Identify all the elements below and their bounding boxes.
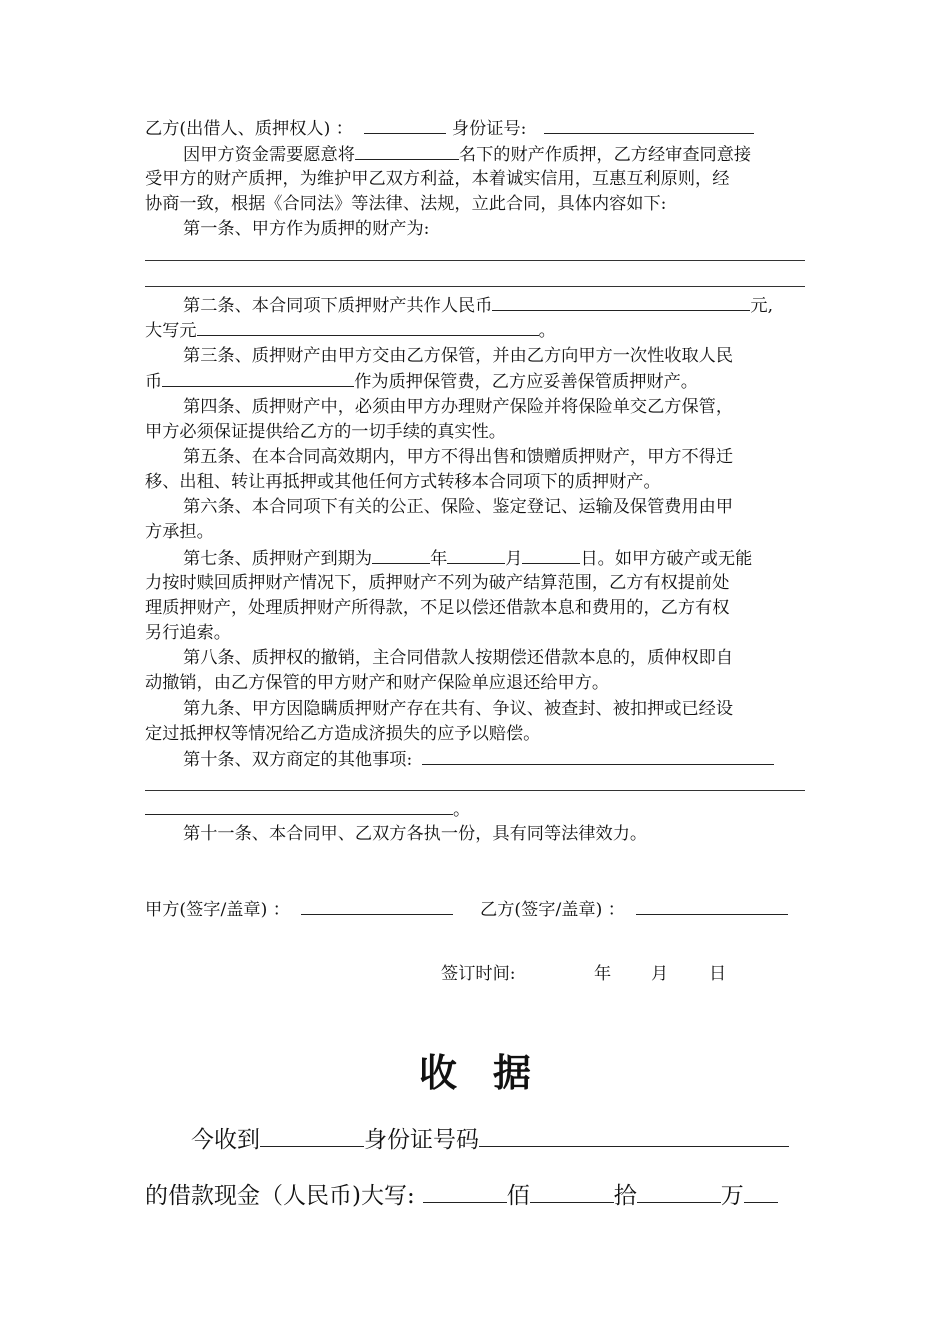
- receipt-line-1: [191, 1124, 789, 1155]
- article-2-unit: 元,: [750, 296, 774, 316]
- receiver-name-blank[interactable]: [260, 1124, 364, 1147]
- other-matters-blank[interactable]: [422, 747, 774, 765]
- party-b-signature-blank[interactable]: [636, 897, 788, 915]
- article-1-blank-line[interactable]: [145, 286, 805, 287]
- article-2-line-1: [183, 293, 817, 319]
- article-2-text: 。: [538, 321, 556, 341]
- party-a-signature: [145, 897, 453, 923]
- article-8-line-2: 动撤销，由乙方保管的甲方财产和财产保险单应退还给甲方。: [145, 673, 610, 693]
- party-b-line: [145, 116, 817, 142]
- article-2-line-2: [145, 318, 817, 344]
- unit-wan: 万: [720, 1183, 744, 1209]
- party-a-signature-label: 甲方(签字/盖章) ：: [145, 900, 290, 920]
- owner-name-blank[interactable]: [355, 142, 459, 160]
- article-7-text: 第七条、质押财产到期为: [183, 549, 373, 569]
- sign-date-year: 年: [594, 964, 612, 984]
- year-blank[interactable]: [372, 546, 430, 564]
- sign-date-month: 月: [651, 964, 669, 984]
- amount-wan-blank[interactable]: [637, 1180, 721, 1203]
- amount-hundreds-blank[interactable]: [423, 1180, 507, 1203]
- intro-line-1: [183, 142, 817, 168]
- intro-line-2: 受甲方的财产质押，为维护甲乙双方利益，本着诚实信用，互惠互利原则，经: [145, 169, 730, 189]
- day-blank[interactable]: [522, 546, 580, 564]
- other-matters-blank-line[interactable]: [145, 790, 805, 791]
- article-9-line-1: 第九条、甲方因隐瞒质押财产存在共有、争议、被查封、被扣押或已经设: [183, 699, 734, 719]
- article-1-blank-line[interactable]: [145, 260, 805, 261]
- intro-text: 名下的财产作质押，乙方经审查同意接: [458, 145, 752, 165]
- sign-date-label: 签订时间:: [441, 964, 516, 984]
- receipt-line-2: [145, 1180, 778, 1211]
- intro-line-3: 协商一致，根据《合同法》等法律、法规，立此合同，具体内容如下:: [145, 194, 667, 214]
- amount-words-blank[interactable]: [197, 318, 539, 336]
- article-6-line-2: 方承担。: [145, 522, 214, 542]
- article-10-text: 。: [453, 800, 471, 820]
- article-1: 第一条、甲方作为质押的财产为:: [183, 219, 430, 239]
- month-label: 月: [505, 549, 523, 569]
- article-3-line-1: 第三条、质押财产由甲方交由乙方保管，并由乙方向甲方一次性收取人民: [183, 346, 734, 366]
- article-10-line-3: [145, 797, 817, 823]
- receiver-id-blank[interactable]: [479, 1124, 789, 1147]
- article-9-line-2: 定过抵押权等情况给乙方造成济损失的应予以赔偿。: [145, 724, 541, 744]
- receipt-title: 收据: [418, 1051, 567, 1095]
- article-7-line-1: [183, 546, 817, 572]
- article-5-line-1: 第五条、在本合同高效期内，甲方不得出售和馈赠质押财产，甲方不得迁: [183, 447, 734, 467]
- article-2-text: 大写元: [145, 321, 197, 341]
- year-label: 年: [430, 549, 448, 569]
- other-matters-blank[interactable]: [145, 797, 453, 815]
- amount-blank[interactable]: [492, 293, 750, 311]
- article-5-line-2: 移、出租、转让再抵押或其他任何方式转移本合同项下的质押财产。: [145, 472, 661, 492]
- article-7-line-4: 另行追索。: [145, 623, 231, 643]
- article-11: 第十一条、本合同甲、乙双方各执一份，具有同等法律效力。: [183, 824, 648, 844]
- unit-shi: 拾: [613, 1183, 637, 1209]
- party-b-name-blank[interactable]: [364, 116, 446, 134]
- article-3-text: 作为质押保管费，乙方应妥善保管质押财产。: [354, 372, 698, 392]
- article-7-line-3: 理质押财产，处理质押财产所得款，不足以偿还借款本息和费用的，乙方有权: [145, 598, 730, 618]
- article-6-line-1: 第六条、本合同项下有关的公正、保险、鉴定登记、运输及保管费用由甲: [183, 497, 734, 517]
- article-2-text: 第二条、本合同项下质押财产共作人民币: [183, 296, 493, 316]
- article-10-line-1: [183, 747, 817, 773]
- id-label: 身份证号:: [451, 119, 527, 139]
- receipt-text: 身份证号码: [364, 1127, 479, 1153]
- article-7-text: 日。如甲方破产或无能: [580, 549, 753, 569]
- article-8-line-1: 第八条、质押权的撤销，主合同借款人按期偿还借款本息的，质伸权即自: [183, 648, 734, 668]
- id-number-blank[interactable]: [544, 116, 754, 134]
- party-b-label: 乙方(出借人、质押权人) ：: [145, 119, 353, 139]
- fee-blank[interactable]: [162, 369, 354, 387]
- party-a-signature-blank[interactable]: [301, 897, 453, 915]
- article-3-text: 币: [145, 372, 163, 392]
- article-3-line-2: [145, 369, 817, 395]
- month-blank[interactable]: [447, 546, 505, 564]
- amount-continue-blank[interactable]: [744, 1180, 778, 1203]
- receipt-text: 今收到: [191, 1127, 260, 1153]
- receipt-text: 的借款现金（人民币)大写:: [145, 1183, 415, 1209]
- party-b-signature-label: 乙方(签字/盖章) ：: [480, 900, 625, 920]
- intro-text: 因甲方资金需要愿意将: [183, 145, 355, 165]
- sign-date-day: 日: [709, 964, 727, 984]
- article-4-line-1: 第四条、质押财产中，必须由甲方办理财产保险并将保险单交乙方保管，: [183, 397, 734, 417]
- party-b-signature: [480, 897, 788, 923]
- article-10-text: 第十条、双方商定的其他事项:: [183, 750, 413, 770]
- unit-bai: 佰: [506, 1183, 530, 1209]
- article-4-line-2: 甲方必须保证提供给乙方的一切手续的真实性。: [145, 422, 506, 442]
- amount-tens-blank[interactable]: [530, 1180, 614, 1203]
- article-7-line-2: 力按时赎回质押财产情况下，质押财产不列为破产结算范围，乙方有权提前处: [145, 573, 730, 593]
